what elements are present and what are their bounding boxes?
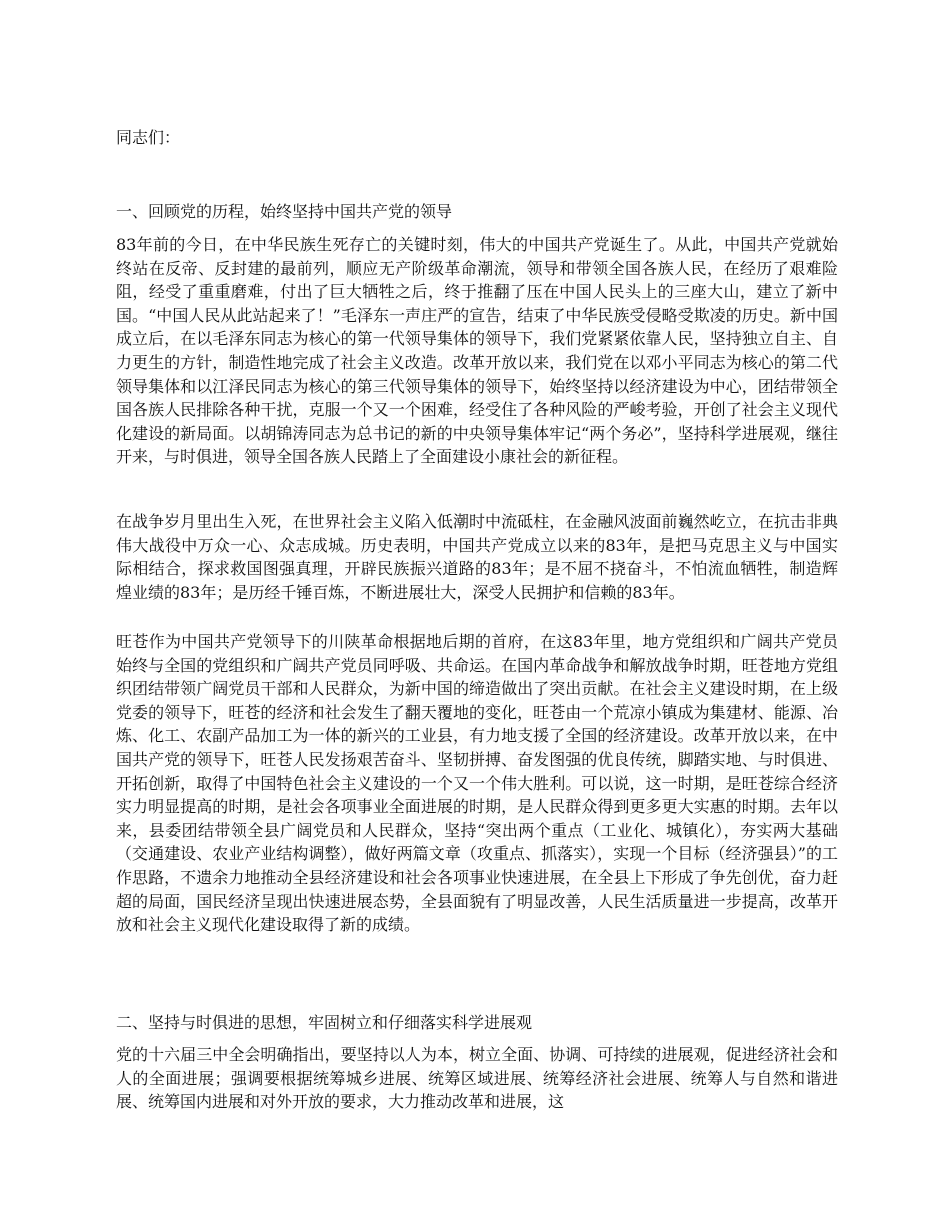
section-1-paragraph-1: 83年前的今日，在中华民族生死存亡的关键时刻，伟大的中国共产党诞生了。从此，中国共产党就始终站在反帝、反封建的最前列，顺应无产阶级革命潮流，领导和带领全国各族人民，在经历了艰难险阻，经受了重重磨难，付出了巨大牺牲之后，终于推翻了压在中国人民头上的三座大山，建立了新中国。“中国人民从此站起来了！”毛泽东一声庄严的宣告，结束了中华民族受侵略受欺凌的历史。新中国成立后，在以毛泽东同志为核心的第一代领导集体的领导下，我们党紧紧依靠人民，坚持独立自主、自力更生的方针，制造性地完成了社会主义改造。改革开放以来，我们党在以邓小平同志为核心的第二代领导集体和以江泽民同志为核心的第三代领导集体的领导下，始终坚持以经济建设为中心，团结带领全国各族人民排除各种干扰，克服一个又一个困难，经受住了各种风险的严峻考验，开创了社会主义现代化建设的新局面。以胡锦涛同志为总书记的新的中央领导集体牢记“两个务必”，坚持科学进展观，继往开来，与时俱进，领导全国各族人民踏上了全面建设小康社会的新征程。 [116,235,838,467]
section-1-paragraph-2: 在战争岁月里出生入死，在世界社会主义陷入低潮时中流砥柱，在金融风波面前巍然屹立，在抗击非典伟大战役中万众一心、众志成城。历史表明，中国共产党成立以来的83年，是把马克思主义与中国实际相结合，探求救国图强真理，开辟民族振兴道路的83年；是不屈不挠奋斗，不怕流血牺牲，制造辉煌业绩的83年；是历经千锤百炼，不断进展壮大，深受人民拥护和信赖的83年。 [116,512,838,602]
section-2-paragraph-1: 党的十六届三中全会明确指出，要坚持以人为本，树立全面、协调、可持续的进展观，促进经济社会和人的全面进展；强调要根据统筹城乡进展、统筹区域进展、统筹经济社会进展、统筹人与自然和谐进展、统筹国内进展和对外开放的要求，大力推动改革和进展，这 [116,1045,838,1112]
section-heading-2: 二、坚持与时俱进的思想，牢固树立和仔细落实科学进展观 [116,1013,533,1032]
section-heading-1: 一、回顾党的历程，始终坚持中国共产党的领导 [116,202,453,221]
section-1-paragraph-3: 旺苍作为中国共产党领导下的川陕革命根据地后期的首府，在这83年里，地方党组织和广阔共产党员始终与全国的党组织和广阔共产党员同呼吸、共命运。在国内革命战争和解放战争时期，旺苍地方党组织团结带领广阔党员干部和人民群众，为新中国的缔造做出了突出贡献。在社会主义建设时期，在上级党委的领导下，旺苍的经济和社会发生了翻天覆地的变化，旺苍由一个荒凉小镇成为集建材、能源、冶炼、化工、农副产品加工为一体的新兴的工业县，有力地支援了全国的经济建设。改革开放以来，在中国共产党的领导下，旺苍人民发扬艰苦奋斗、坚韧拼搏、奋发图强的优良传统，脚踏实地、与时俱进、开拓创新，取得了中国特色社会主义建设的一个又一个伟大胜利。可以说，这一时期，是旺苍综合经济实力明显提高的时期，是社会各项事业全面进展的时期，是人民群众得到更多更大实惠的时期。去年以来，县委团结带领全县广阔党员和人民群众，坚持“突出两个重点（工业化、城镇化），夯实两大基础（交通建设、农业产业结构调整），做好两篇文章（攻重点、抓落实），实现一个目标（经济强县）”的工作思路，不遗余力地推动全县经济建设和社会各项事业快速进展，在全县上下形成了争先创优，奋力赶超的局面，国民经济呈现出快速进展态势，全县面貌有了明显改善，人民生活质量进一步提高，改革开放和社会主义现代化建设取得了新的成绩。 [116,632,838,935]
salutation: 同志们： [116,128,181,147]
